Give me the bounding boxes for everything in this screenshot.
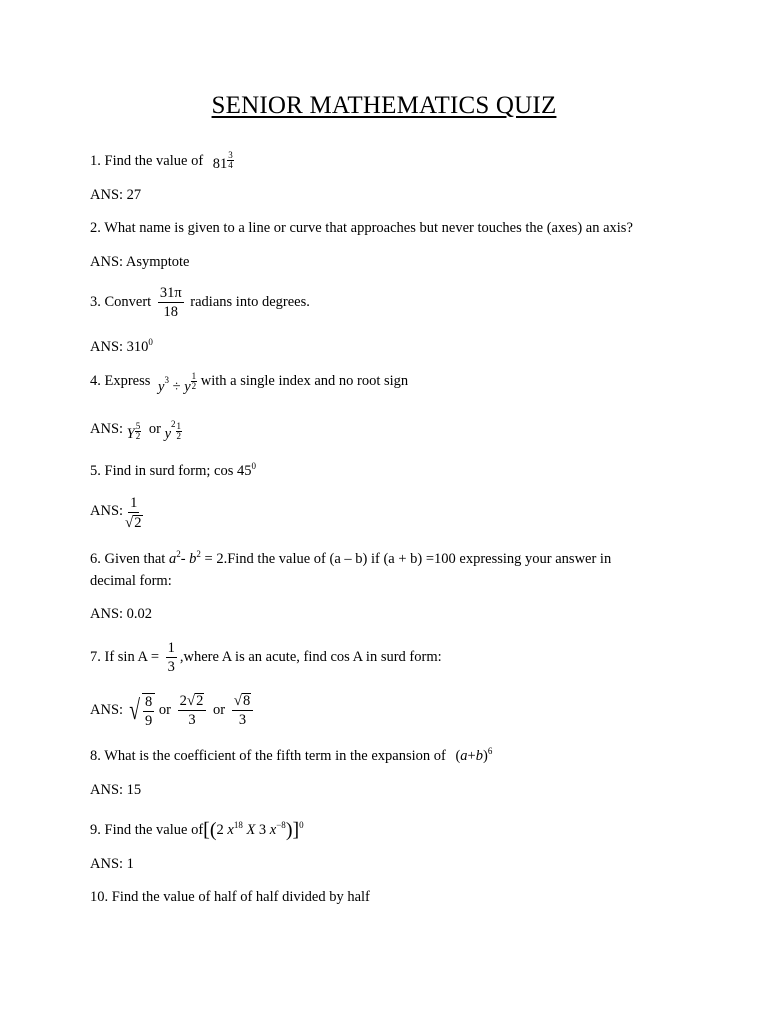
variable-a: a — [460, 748, 468, 764]
variable-x: x — [269, 822, 277, 838]
variable-b: b — [189, 551, 197, 567]
variable-b: b — [475, 748, 483, 764]
degree-symbol: 0 — [251, 461, 257, 471]
plus-sign: + — [467, 748, 476, 764]
question-2: 2. What name is given to a line or curve that approaches but never touches the (axes) an axis? — [90, 220, 633, 236]
minus-sign: - — [180, 551, 190, 567]
question-1-expression — [213, 151, 234, 172]
answer-7 — [90, 693, 256, 728]
exponent-0: 0 — [299, 820, 304, 830]
answer-5 — [90, 496, 148, 531]
radicand: 2 — [134, 514, 142, 531]
variable-y: y — [184, 379, 191, 395]
question-4-prefix: 4. Express — [90, 373, 151, 389]
or-text: or — [148, 421, 161, 437]
answer-7-option-3 — [232, 693, 253, 728]
answer-6: ANS: 0.02 — [90, 606, 153, 622]
coefficient-2: 3 — [258, 822, 267, 838]
exponent-denominator: 2 — [176, 431, 182, 441]
question-1-exponent — [227, 151, 234, 170]
answer-4-exponent-2 — [176, 422, 183, 441]
fraction-denominator: 9 — [145, 712, 153, 729]
fraction-denominator: 3 — [238, 712, 247, 729]
fraction-numerator: 8 — [145, 694, 153, 710]
question-6 — [90, 549, 612, 567]
exponent-denominator: 2 — [135, 431, 141, 441]
sqrt-icon: √ — [128, 694, 140, 726]
question-8-expression: $(a+b)^6$ — [455, 746, 493, 764]
question-4 — [90, 371, 409, 395]
variable-Y: Y — [126, 426, 135, 442]
answer-4-label: ANS: — [90, 421, 124, 437]
exponent-numerator: 1 — [176, 421, 182, 431]
answer-9: ANS: 1 — [90, 856, 134, 872]
question-6-prefix: 6. Given that — [90, 551, 166, 567]
exponent-b: 2 — [196, 549, 201, 559]
coefficient: 2 — [179, 693, 187, 710]
fraction-numerator: 31π — [159, 285, 182, 301]
answer-3 — [90, 337, 153, 355]
variable-y: y — [164, 426, 172, 442]
variable-x: x — [227, 822, 234, 838]
variable-a: a — [168, 551, 177, 567]
answer-4-exponent-1 — [135, 422, 142, 441]
question-6-text: = 2.Find the value of (a – b) if (a + b) =100 expressing your answer in — [200, 551, 612, 567]
exponent-numerator: 3 — [228, 150, 233, 160]
fraction-numerator: 1 — [130, 495, 138, 511]
answer-5-fraction — [123, 496, 144, 531]
question-4-suffix: with a single index and no root sign — [200, 373, 409, 389]
coefficient-1: 2 — [216, 822, 224, 838]
answer-4 — [90, 420, 182, 441]
question-8 — [90, 746, 493, 764]
fraction-numerator: 1 — [167, 640, 175, 656]
question-5-text: 5. Find in surd form; cos 45 — [90, 463, 252, 479]
answer-5-label: ANS: — [90, 502, 124, 519]
question-5 — [90, 461, 257, 479]
answer-3-text: ANS: 310 — [90, 339, 149, 355]
exponent-6: 6 — [487, 746, 493, 756]
times-X: X — [246, 822, 256, 838]
exponent-numerator: 5 — [135, 421, 141, 431]
question-7-fraction — [166, 641, 177, 674]
exponent-a: 2 — [176, 549, 181, 559]
question-9 — [90, 820, 304, 840]
answer-1: ANS: 27 — [90, 187, 142, 203]
question-10: 10. Find the value of half of half divided by half — [90, 889, 370, 905]
radicand: 8 — [242, 693, 251, 710]
question-3-prefix: 3. Convert — [90, 293, 152, 310]
sqrt-icon: √ — [125, 514, 134, 531]
radicand: 2 — [196, 693, 204, 710]
exponent-minus-8: −8 — [276, 820, 286, 830]
question-7 — [90, 641, 442, 674]
or-text: or — [213, 701, 226, 718]
answer-7-option-1 — [127, 693, 156, 728]
fraction-numerator — [178, 693, 207, 711]
exponent-whole: 2 — [171, 419, 176, 429]
fraction-denominator: 18 — [163, 303, 178, 320]
answer-7-option-2 — [178, 693, 207, 728]
fraction-denominator: 3 — [188, 712, 196, 729]
bracket-open: [( — [203, 819, 217, 841]
exponent-numerator: 1 — [191, 371, 197, 381]
or-text: or — [158, 701, 172, 718]
page-title: SENIOR MATHEMATICS QUIZ — [211, 92, 557, 119]
divide-sign: ÷ — [172, 379, 181, 395]
question-1 — [90, 148, 234, 172]
variable-y: y — [158, 379, 165, 395]
question-9-prefix: 9. Find the value of — [90, 822, 204, 838]
question-7-prefix: 7. If sin A = — [90, 648, 160, 665]
sqrt-icon: √ — [186, 693, 196, 710]
fraction-denominator: 3 — [167, 658, 175, 675]
question-1-base: 81 — [212, 156, 228, 172]
bracket-close: )] — [285, 819, 300, 841]
question-3-fraction — [158, 286, 184, 319]
question-3-suffix: radians into degrees. — [190, 293, 310, 310]
answer-2: ANS: Asymptote — [90, 254, 190, 270]
exponent-18: 18 — [233, 820, 243, 830]
exponent-3: 3 — [164, 375, 169, 385]
answer-7-label: ANS: — [90, 701, 124, 718]
degree-symbol: 0 — [148, 337, 153, 347]
sqrt-icon: √ — [233, 693, 242, 710]
question-6-line-2: decimal form: — [90, 573, 172, 589]
fraction-denominator — [123, 513, 144, 531]
answer-8: ANS: 15 — [90, 782, 142, 798]
question-1-text: 1. Find the value of — [90, 153, 204, 169]
exponent-denominator: 2 — [191, 381, 197, 391]
exponent-denominator: 4 — [228, 160, 233, 170]
exponent-half — [191, 372, 198, 391]
question-3 — [90, 286, 310, 319]
question-7-suffix: ,where A is an acute, find cos A in surd form: — [179, 648, 442, 665]
question-8-text: 8. What is the coefficient of the fifth term in the expansion of — [90, 748, 446, 764]
fraction-numerator — [232, 693, 253, 711]
